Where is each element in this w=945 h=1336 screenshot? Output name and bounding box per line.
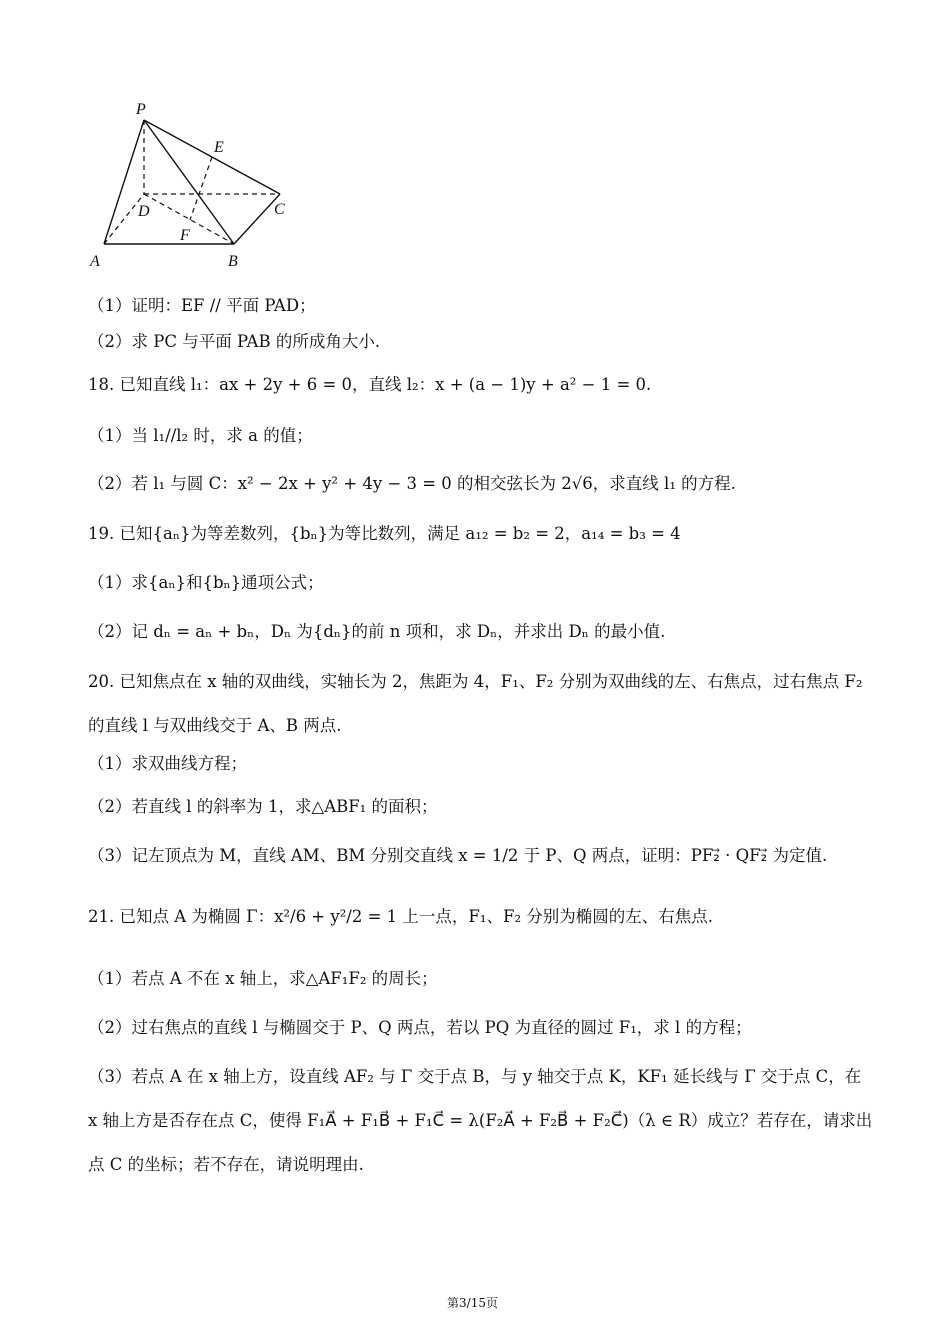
q19-stem: 19. 已知{aₙ}为等差数列，{bₙ}为等比数列，满足 a₁₂ = b₂ = 2，a₁₄ = b₃ = 4 — [88, 524, 681, 543]
label-B: B — [228, 253, 238, 270]
label-E: E — [214, 139, 224, 156]
q21-stem: 21. 已知点 A 为椭圆 Γ：x²/6 + y²/2 = 1 上一点，F₁、F₂ 分别为椭圆的左、右焦点. — [88, 907, 714, 926]
label-F: F — [180, 227, 190, 244]
page-number: 第3/15页 — [447, 1296, 498, 1310]
q20-part1: （1）求双曲线方程； — [88, 754, 247, 773]
q20-part3: （3）记左顶点为 M，直线 AM、BM 分别交直线 x = 1/2 于 P、Q 两点，证明：PF₂⃗ · QF₂⃗ 为定值. — [88, 846, 828, 865]
q19-part1: （1）求{aₙ}和{bₙ}通项公式； — [88, 573, 324, 592]
label-C: C — [274, 201, 285, 218]
q20-stem: 20. 已知焦点在 x 轴的双曲线，实轴长为 2，焦距为 4，F₁、F₂ 分别为双曲线的左、右焦点，过右焦点 F₂ 的直线 l 与双曲线交于 A、B 两点. — [88, 672, 863, 735]
pyramid-figure — [80, 96, 310, 272]
label-P: P — [136, 101, 146, 118]
q17-part2: （2）求 PC 与平面 PAB 的所成角大小. — [88, 332, 381, 351]
edge-PA — [104, 120, 144, 244]
q18-part1: （1）当 l₁//l₂ 时，求 a 的值； — [88, 426, 313, 445]
q21-part2: （2）过右焦点的直线 l 与椭圆交于 P、Q 两点，若以 PQ 为直径的圆过 F₁，求 l 的方程； — [88, 1018, 752, 1037]
q17-part1: （1）证明：EF // 平面 PAD； — [88, 296, 316, 315]
q21-part1: （1）若点 A 不在 x 轴上，求△AF₁F₂ 的周长； — [88, 969, 438, 988]
label-A: A — [90, 253, 100, 270]
label-D: D — [138, 203, 150, 220]
q18-stem: 18. 已知直线 l₁：ax + 2y + 6 = 0，直线 l₂：x + (a − 1)y + a² − 1 = 0. — [88, 375, 652, 394]
q19-part2: （2）记 dₙ = aₙ + bₙ，Dₙ 为{dₙ}的前 n 项和，求 Dₙ，并求出 Dₙ 的最小值. — [88, 622, 666, 641]
q18-part2: （2）若 l₁ 与圆 C：x² − 2x + y² + 4y − 3 = 0 的相交弦长为 2√6，求直线 l₁ 的方程. — [88, 474, 736, 493]
q21-part3: （3）若点 A 在 x 轴上方，设直线 AF₂ 与 Γ 交于点 B，与 y 轴交于点 K，KF₁ 延长线与 Γ 交于点 C，在 x 轴上方是否存在点 C，使得 F₁A⃗ + F₁B⃗ + F₁C⃗ = λ(F₂A⃗ + F₂B⃗ + F₂C⃗)（λ ∈ R）成立？若存在，请求出点 C 的坐标；若不存在，请说明理由. — [88, 1067, 873, 1174]
q20-part2: （2）若直线 l 的斜率为 1，求△ABF₁ 的面积； — [88, 797, 438, 816]
